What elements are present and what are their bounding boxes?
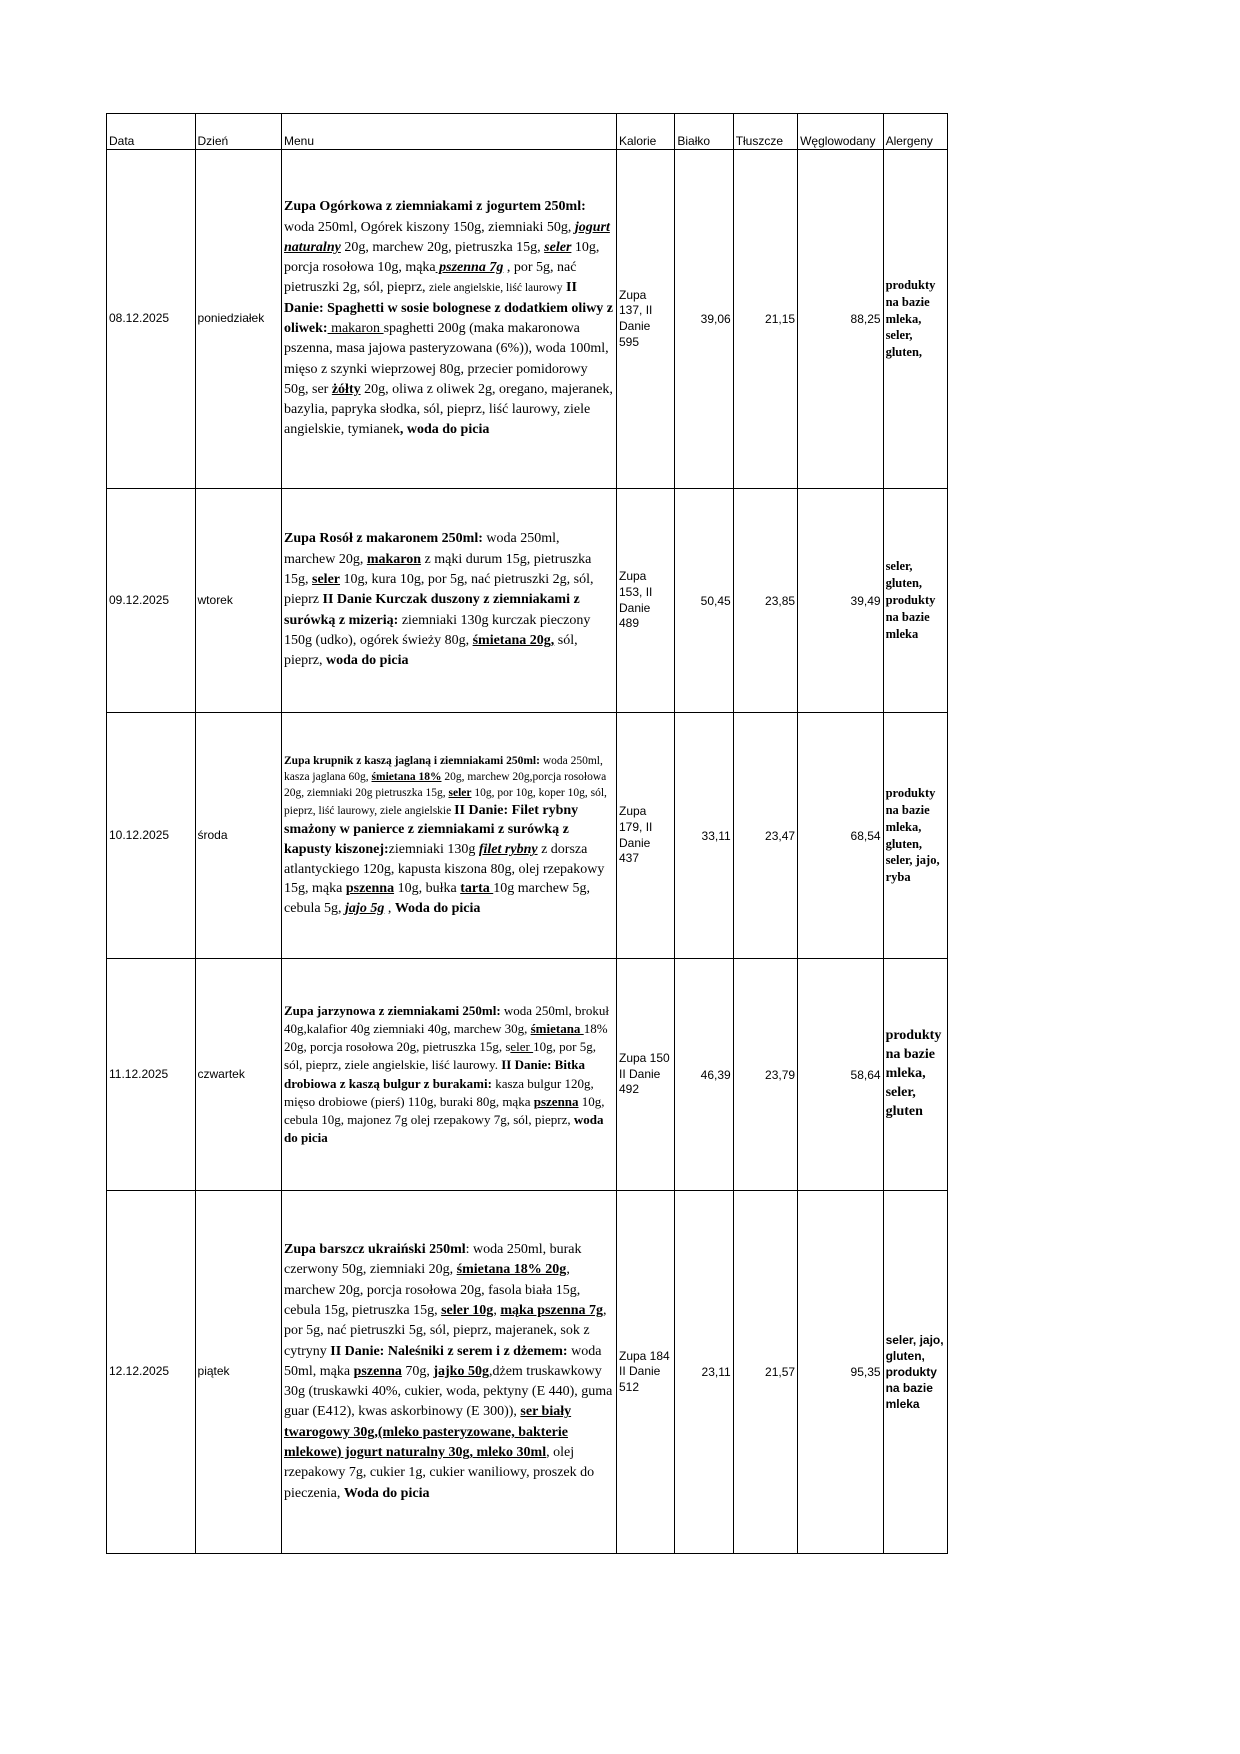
table-row bbox=[107, 150, 948, 489]
menu-text-segment: eler bbox=[510, 1039, 534, 1055]
date-cell: 09.12.2025 bbox=[107, 489, 196, 713]
menu-text-segment: 10g, kura 10g, por 5g, nać pietruszki 2g, sól, pieprz bbox=[284, 572, 594, 608]
menu-text-segment: , olej rzepakowy 7g, cukier 1g, cukier waniliowy, proszek do pieczenia, bbox=[284, 1445, 595, 1501]
menu-text-segment: Zupa krupnik z kaszą jaglaną i ziemniakami 250ml: bbox=[284, 754, 540, 767]
protein-cell: 50,45 bbox=[675, 489, 733, 713]
protein-cell: 46,39 bbox=[675, 959, 733, 1191]
menu-text-segment: pszenna 7g bbox=[435, 260, 504, 276]
fat-cell: 21,15 bbox=[733, 150, 797, 489]
table-row bbox=[107, 489, 948, 713]
menu-text-segment: 20g, marchew 20g,porcja rosołowa 20g, ziemniaki 20g pietruszka 15g, bbox=[284, 770, 607, 799]
header-row bbox=[107, 114, 948, 150]
menu-text-segment: tarta bbox=[460, 881, 494, 897]
day-cell: środa bbox=[195, 713, 282, 959]
carbs-cell: 88,25 bbox=[798, 150, 884, 489]
fat-cell: 23,85 bbox=[733, 489, 797, 713]
header-allergens: Alergeny bbox=[883, 114, 947, 150]
menu-text-segment: pszenna bbox=[353, 1363, 402, 1379]
fat-cell: 23,47 bbox=[733, 713, 797, 959]
day-cell: piątek bbox=[195, 1191, 282, 1554]
menu-text-segment: Woda do picia bbox=[343, 1485, 430, 1501]
menu-text-segment: II Danie: Spaghetti w sosie bolognese z dodatkiem oliwy z oliwek: bbox=[284, 280, 614, 336]
menu-text-segment: seler bbox=[544, 239, 572, 255]
menu-text-segment: , por 5g, nać pietruszki 5g, sól, pieprz, majeranek, sok z cytryny bbox=[284, 1302, 607, 1359]
header-calories: Kalorie bbox=[617, 114, 675, 150]
allergens-cell: produkty na bazie mleka, gluten, seler, jajo, ryba bbox=[883, 713, 947, 959]
menu-text-segment: śmietana 18% bbox=[371, 770, 442, 783]
menu-cell bbox=[282, 1191, 617, 1554]
table-row bbox=[107, 1191, 948, 1554]
calories-cell: Zupa 184 II Danie 512 bbox=[617, 1191, 675, 1554]
menu-text-segment: II Danie Kurczak duszony z ziemniakami z surówką z mizerią: bbox=[284, 592, 580, 628]
carbs-cell: 39,49 bbox=[798, 489, 884, 713]
header-protein: Białko bbox=[675, 114, 733, 150]
menu-text-segment: 18% 20g, porcja rosołowa 20g, pietruszka 15g, s bbox=[284, 1020, 608, 1055]
protein-cell: 33,11 bbox=[675, 713, 733, 959]
menu-text-segment: seler bbox=[312, 572, 340, 588]
date-cell: 12.12.2025 bbox=[107, 1191, 196, 1554]
menu-text-segment: 20g, oliwa z oliwek 2g, oregano, majeranek, bazylia, papryka słodka, sól, pieprz, liść laurowy, ziele angielskie, tymianek bbox=[284, 381, 613, 438]
menu-text-segment: żółty bbox=[331, 381, 361, 397]
table-row bbox=[107, 959, 948, 1191]
menu-cell bbox=[282, 489, 617, 713]
calories-cell: Zupa 137, II Danie 595 bbox=[617, 150, 675, 489]
menu-text-segment: seler bbox=[448, 786, 472, 799]
allergens-cell: produkty na bazie mleka, seler, gluten bbox=[883, 959, 947, 1191]
menu-text-segment: woda 250ml, Ogórek kiszony 150g, ziemniaki 50g, bbox=[284, 219, 575, 235]
menu-text-segment: śmietana 18% 20g bbox=[456, 1262, 567, 1278]
menu-text-segment: śmietana 20g, bbox=[472, 632, 555, 648]
menu-text-segment: makaron bbox=[366, 551, 422, 567]
menu-text-segment: 10g, cebula 10g, majonez 7g olej rzepakowy 7g, sól, pieprz, bbox=[284, 1093, 605, 1127]
menu-text-segment: , bbox=[384, 900, 395, 916]
menu-text-segment: , woda do picia bbox=[399, 422, 490, 438]
menu-text-segment: 10g, por 5g, sól, pieprz, ziele angielskie, liść laurowy. bbox=[284, 1039, 596, 1073]
menu-text-segment: , marchew 20g, porcja rosołowa 20g, fasola biała 15g, cebula 15g, pietruszka 15g, bbox=[284, 1262, 581, 1318]
calories-cell: Zupa 150 II Danie 492 bbox=[617, 959, 675, 1191]
allergens-cell: seler, jajo, gluten, produkty na bazie mleka bbox=[883, 1191, 947, 1554]
menu-text-segment: woda 250ml, marchew 20g, bbox=[284, 531, 560, 567]
carbs-cell: 58,64 bbox=[798, 959, 884, 1191]
menu-text-segment: ser biały twarogowy 30g,(mleko pasteryzowane, bakterie mlekowe) jogurt naturalny 30g, mleko 30ml bbox=[284, 1404, 572, 1461]
menu-text-segment: Zupa Ogórkowa z ziemniakami z jogurtem 250ml: bbox=[284, 199, 586, 215]
menu-text-segment: makaron bbox=[327, 321, 384, 336]
protein-cell: 39,06 bbox=[675, 150, 733, 489]
menu-text-segment: pszenna bbox=[345, 881, 395, 897]
menu-text-segment: ziemniaki 130g bbox=[388, 842, 479, 858]
menu-text-segment: jajko 50g bbox=[433, 1363, 489, 1379]
carbs-cell: 95,35 bbox=[798, 1191, 884, 1554]
protein-cell: 23,11 bbox=[675, 1191, 733, 1554]
header-day: Dzień bbox=[195, 114, 282, 150]
menu-text-segment: Zupa jarzynowa z ziemniakami 250ml: bbox=[284, 1002, 501, 1018]
menu-cell bbox=[282, 150, 617, 489]
menu-text-segment: jajo 5g bbox=[345, 900, 385, 916]
menu-text-segment: 70g, bbox=[401, 1363, 434, 1379]
calories-cell: Zupa 179, II Danie 437 bbox=[617, 713, 675, 959]
day-cell: poniedziałek bbox=[195, 150, 282, 489]
menu-text-segment: sól, pieprz, bbox=[284, 632, 578, 669]
menu-text-segment: Zupa barszcz ukraiński 250ml bbox=[284, 1242, 466, 1258]
menu-text-segment: seler 10g bbox=[441, 1302, 494, 1318]
menu-text-segment: Woda do picia bbox=[394, 900, 481, 916]
menu-text-segment: II Danie: Naleśniki z serem i z dżemem: bbox=[330, 1343, 568, 1359]
header-date: Data bbox=[107, 114, 196, 150]
header-fat: Tłuszcze bbox=[733, 114, 797, 150]
day-cell: czwartek bbox=[195, 959, 282, 1191]
menu-cell bbox=[282, 959, 617, 1191]
menu-text-segment: mąka pszenna 7g bbox=[500, 1302, 603, 1318]
menu-text-segment: II Danie: Bitka drobiowa z kaszą bulgur z burakami: bbox=[284, 1057, 586, 1091]
date-cell: 08.12.2025 bbox=[107, 150, 196, 489]
table-row bbox=[107, 713, 948, 959]
menu-text-segment: filet rybny bbox=[478, 842, 538, 858]
header-menu: Menu bbox=[282, 114, 617, 150]
menu-text-segment: Zupa Rosół z makaronem 250ml: bbox=[284, 531, 483, 547]
allergens-cell: seler, gluten, produkty na bazie mleka bbox=[883, 489, 947, 713]
menu-text-segment: jogurt naturalny bbox=[284, 219, 610, 255]
menu-text-segment: 20g, marchew 20g, pietruszka 15g, bbox=[340, 239, 545, 255]
menu-text-segment: ,dżem truskawkowy 30g (truskawki 40%, cukier, woda, pektyny (E 440), guma guar (E412), kwas askorbinowy (E 300)), bbox=[284, 1363, 613, 1420]
menu-text-segment: woda 250ml, brokuł 40g,kalafior 40g ziemniaki 40g, marchew 30g, bbox=[284, 1002, 609, 1036]
menu-text-segment: śmietana bbox=[530, 1020, 584, 1036]
allergens-cell: produkty na bazie mleka, seler, gluten, bbox=[883, 150, 947, 489]
date-cell: 10.12.2025 bbox=[107, 713, 196, 959]
menu-text-segment: 10g, por 10g, koper 10g, sól, pieprz, liść laurowy, ziele angielskie bbox=[284, 786, 607, 817]
menu-text-segment: , bbox=[493, 1302, 501, 1318]
menu-text-segment: z mąki durum 15g, pietruszka 15g, bbox=[284, 551, 592, 588]
menu-text-segment: : woda 250ml, burak czerwony 50g, ziemniaki 20g, bbox=[284, 1242, 582, 1278]
calories-cell: Zupa 153, II Danie 489 bbox=[617, 489, 675, 713]
fat-cell: 23,79 bbox=[733, 959, 797, 1191]
menu-text-segment: woda do picia bbox=[326, 653, 409, 669]
date-cell: 11.12.2025 bbox=[107, 959, 196, 1191]
menu-text-segment: II Danie: Filet rybny smażony w panierce z ziemniakami z surówką z kapusty kiszonej: bbox=[284, 802, 579, 858]
menu-text-segment: 10g, bułka bbox=[394, 881, 461, 897]
menu-text-segment: kasza bulgur 120g, mięso drobiowe (pierś) 110g, buraki 80g, mąka bbox=[284, 1075, 594, 1109]
menu-text-segment: spaghetti 200g (maka makaronowa pszenna, masa jajowa pasteryzowana (6%)), woda 100ml, mięso z szynki wieprzowej 80g, przecier pomidorowy 50g, ser bbox=[284, 321, 609, 397]
menu-text-segment: 10g marchew 5g, cebula 5g, bbox=[284, 881, 591, 916]
menu-cell bbox=[282, 713, 617, 959]
header-carbs: Węglowodany bbox=[798, 114, 884, 150]
menu-table bbox=[106, 113, 948, 1554]
fat-cell: 21,57 bbox=[733, 1191, 797, 1554]
menu-text-segment: z dorsza atlantyckiego 120g, kapusta kiszona 80g, olej rzepakowy 15g, mąka bbox=[284, 842, 605, 897]
menu-text-segment: ziemniaki 130g kurczak pieczony 150g (udko), ogórek świeży 80g, bbox=[284, 612, 591, 648]
menu-text-segment: woda 250ml, kasza jaglana 60g, bbox=[284, 754, 603, 783]
day-cell: wtorek bbox=[195, 489, 282, 713]
menu-text-segment: ziele angielskie, liść laurowy bbox=[429, 282, 563, 295]
menu-text-segment: woda 50ml, mąka bbox=[284, 1343, 602, 1379]
menu-text-segment: 10g, porcja rosołowa 10g, mąka bbox=[284, 239, 600, 276]
carbs-cell: 68,54 bbox=[798, 713, 884, 959]
menu-text-segment: pszenna bbox=[533, 1093, 579, 1109]
menu-text-segment: woda do picia bbox=[284, 1111, 604, 1146]
menu-text-segment: , por 5g, nać pietruszki 2g, sól, pieprz, bbox=[284, 260, 577, 296]
